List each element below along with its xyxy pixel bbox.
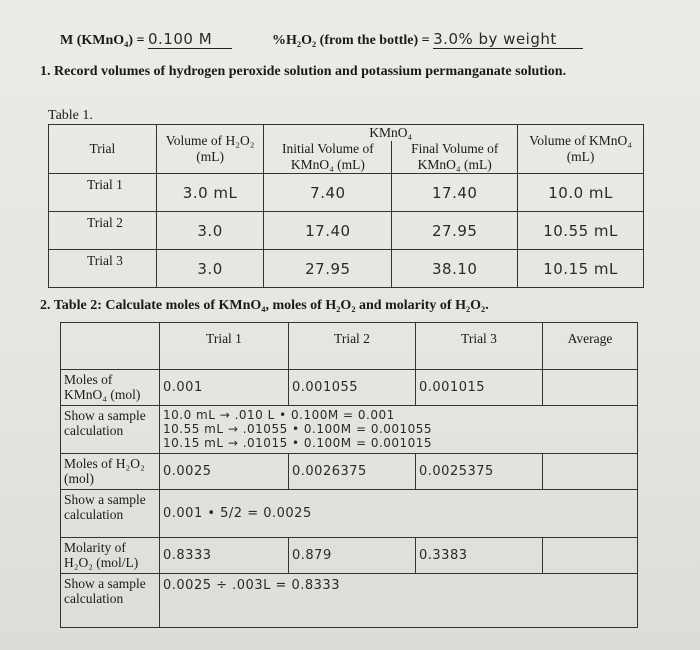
moles-h2o2-trial3: 0.0025375 xyxy=(416,454,543,490)
table-row xyxy=(49,250,644,288)
row-label-moles-h2o2: Moles of H₂O₂ (mol) xyxy=(61,454,160,490)
molarity-h2o2-trial2: 0.879 xyxy=(289,538,416,574)
sample-calculation-2: 0.001 • 5/2 = 0.0025 xyxy=(160,490,638,538)
moles-kmno4-trial2: 0.001055 xyxy=(289,370,416,406)
header-volume-kmno4: Volume of KMnO₄ (mL) xyxy=(518,125,644,174)
kmno4-volume: 10.55 mL xyxy=(518,212,644,250)
question-1: 1. Record volumes of hydrogen peroxide solution and potassium permanganate solution. xyxy=(40,64,567,79)
row-label-calc-2: Show a sample calculation xyxy=(61,490,160,538)
table-row xyxy=(49,174,644,212)
calc-line: 10.15 mL → .01015 • 0.100M = 0.001015 xyxy=(163,436,433,450)
molarity-h2o2-trial3: 0.3383 xyxy=(416,538,543,574)
molarity-h2o2-trial1: 0.8333 xyxy=(160,538,289,574)
final-volume: 38.10 xyxy=(392,250,518,288)
table-row xyxy=(61,370,638,406)
header-volume-h2o2: Volume of H₂O₂ (mL) xyxy=(156,125,264,174)
header-average: Average xyxy=(543,323,638,370)
molarity-h2o2-average xyxy=(543,538,638,574)
final-volume: 17.40 xyxy=(392,174,518,212)
trial-label: Trial 2 xyxy=(49,212,157,250)
calc-line: 10.55 mL → .01055 • 0.100M = 0.001055 xyxy=(163,422,433,436)
row-label-calc-3: Show a sample calculation xyxy=(61,574,160,628)
table-row xyxy=(49,212,644,250)
moles-kmno4-trial3: 0.001015 xyxy=(416,370,543,406)
header-trial-3: Trial 3 xyxy=(416,323,543,370)
h2o2-percent-line xyxy=(272,30,583,49)
h2o2-volume: 3.0 mL xyxy=(156,174,264,212)
row-label-molarity-h2o2: Molarity of H₂O₂ (mol/L) xyxy=(61,538,160,574)
moles-h2o2-average xyxy=(543,454,638,490)
h2o2-percent-label: %H₂O₂ (from the bottle) = xyxy=(272,33,430,48)
initial-volume: 17.40 xyxy=(264,212,392,250)
sample-calculation-3: 0.0025 ÷ .003L = 0.8333 xyxy=(160,574,638,628)
header-initial-volume: Initial Volume of KMnO₄ (mL) xyxy=(264,141,392,174)
header-kmno4-group: KMnO₄ xyxy=(264,125,518,142)
initial-volume: 27.95 xyxy=(264,250,392,288)
calc-line: 10.0 mL → .010 L • 0.100M = 0.001 xyxy=(163,408,395,422)
table-2 xyxy=(60,322,638,628)
header-blank xyxy=(61,323,160,370)
kmno4-volume: 10.0 mL xyxy=(518,174,644,212)
moles-h2o2-trial1: 0.0025 xyxy=(160,454,289,490)
final-volume: 27.95 xyxy=(392,212,518,250)
header-final-volume: Final Volume of KMnO₄ (mL) xyxy=(392,141,518,174)
table-row xyxy=(61,490,638,538)
header-trial: Trial xyxy=(49,125,157,174)
m-kmno4-line xyxy=(60,30,232,49)
header-trial-1: Trial 1 xyxy=(160,323,289,370)
table-row xyxy=(61,454,638,490)
m-kmno4-label: M (KMnO₄) = xyxy=(60,33,145,48)
h2o2-percent-value: 3.0% by weight xyxy=(433,30,583,49)
moles-kmno4-trial1: 0.001 xyxy=(160,370,289,406)
header-trial-2: Trial 2 xyxy=(289,323,416,370)
table-row xyxy=(61,406,638,454)
question-2: 2. Table 2: Calculate moles of KMnO₄, moles of H₂O₂ and molarity of H₂O₂. xyxy=(40,298,489,313)
moles-kmno4-average xyxy=(543,370,638,406)
row-label-moles-kmno4: Moles of KMnO₄ (mol) xyxy=(61,370,160,406)
row-label-calc-1: Show a sample calculation xyxy=(61,406,160,454)
trial-label: Trial 3 xyxy=(49,250,157,288)
sample-calculation-1 xyxy=(160,406,638,454)
table1-caption: Table 1. xyxy=(48,108,93,123)
table-row xyxy=(61,538,638,574)
kmno4-volume: 10.15 mL xyxy=(518,250,644,288)
table-row xyxy=(61,574,638,628)
table-1 xyxy=(48,124,644,288)
moles-h2o2-trial2: 0.0026375 xyxy=(289,454,416,490)
m-kmno4-value: 0.100 M xyxy=(148,30,232,49)
trial-label: Trial 1 xyxy=(49,174,157,212)
initial-volume: 7.40 xyxy=(264,174,392,212)
h2o2-volume: 3.0 xyxy=(156,212,264,250)
h2o2-volume: 3.0 xyxy=(156,250,264,288)
